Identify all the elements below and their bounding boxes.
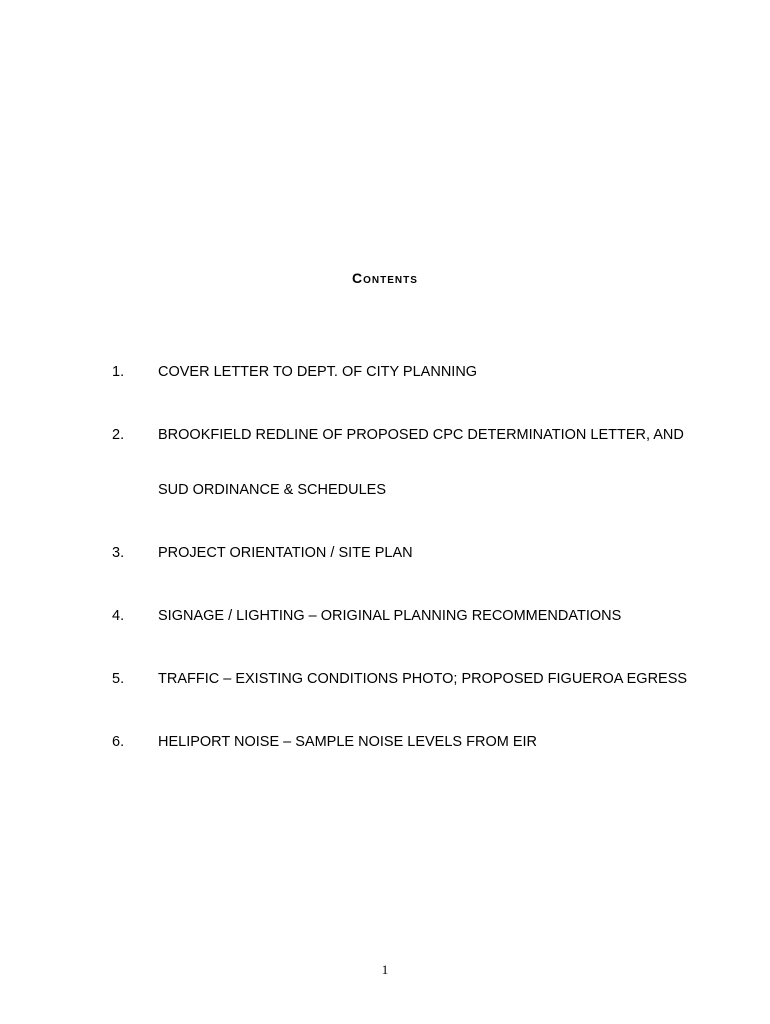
page-number: 1	[381, 962, 389, 977]
toc-item-text: COVER LETTER TO DEPT. OF CITY PLANNING	[158, 364, 478, 380]
toc-item-text: PROJECT ORIENTATION / SITE PLAN	[158, 545, 413, 561]
toc-item-number: 5.	[112, 671, 125, 687]
contents-heading: Contents	[352, 270, 418, 286]
toc-item-number: 4.	[112, 608, 125, 624]
toc-item-number: 6.	[112, 734, 125, 750]
toc-item-text: BROOKFIELD REDLINE OF PROPOSED CPC DETERMINATION LETTER, AND	[158, 427, 684, 443]
toc-item-2-continuation: SUD ORDINANCE & SCHEDULES	[158, 482, 387, 498]
toc-item-number: 1.	[112, 364, 125, 380]
toc-item-number: 2.	[112, 427, 125, 443]
toc-item-text: HELIPORT NOISE – SAMPLE NOISE LEVELS FROM EIR	[158, 734, 537, 750]
toc-item-text: SIGNAGE / LIGHTING – ORIGINAL PLANNING RECOMMENDATIONS	[158, 608, 622, 624]
toc-item-number: 3.	[112, 545, 125, 561]
toc-item-text: TRAFFIC – EXISTING CONDITIONS PHOTO; PROPOSED FIGUEROA EGRESS	[158, 671, 688, 687]
